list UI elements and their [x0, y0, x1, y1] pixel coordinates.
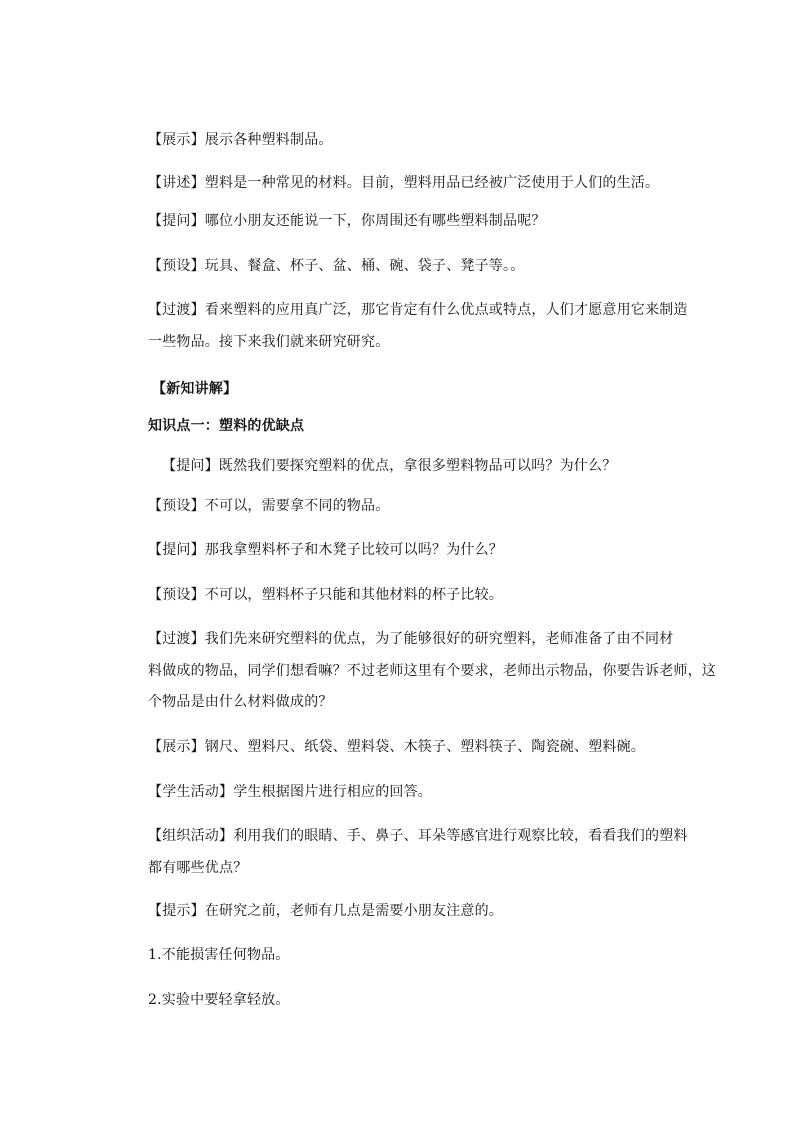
paragraph-preset-2: 【预设】不可以，需要拿不同的物品。: [148, 498, 390, 514]
paragraph-hint: 【提示】在研究之前，老师有几点是需要小朋友注意的。: [148, 903, 503, 919]
paragraph-transition-2-line-1: 【过渡】我们先来研究塑料的优点，为了能够很好的研究塑料，老师准备了由不同材: [148, 631, 674, 647]
paragraph-preset-1: 【预设】玩具、餐盒、杯子、盆、桶、碗、袋子、凳子等。。: [148, 258, 525, 274]
paragraph-organize-activity-line-1: 【组织活动】利用我们的眼睛、手、鼻子、耳朵等感官进行观察比较，看看我们的塑料: [148, 828, 688, 844]
paragraph-question-1: 【提问】哪位小朋友还能说一下，你周围还有哪些塑料制品呢？: [148, 213, 546, 229]
paragraph-show-items: 【展示】钢尺、塑料尺、纸袋、塑料袋、木筷子、塑料筷子、陶瓷碗、塑料碗。: [148, 739, 645, 755]
paragraph-question-3: 【提问】那我拿塑料杯子和木凳子比较可以吗？为什么？: [148, 542, 503, 558]
paragraph-student-activity: 【学生活动】学生根据图片进行相应的回答。: [148, 784, 432, 800]
paragraph-transition-2-line-3: 个物品是由什么材料做成的？: [148, 694, 333, 710]
list-item-1: 1.不能损害任何物品。: [148, 947, 290, 963]
paragraph-show-plastics: 【展示】展示各种塑料制品。: [148, 132, 333, 148]
paragraph-transition-1-line-2: 一些物品。接下来我们就来研究研究。: [148, 334, 390, 350]
subheading-knowledge-point-1: 知识点一：塑料的优缺点: [148, 418, 305, 434]
paragraph-question-2: 【提问】既然我们要探究塑料的优点，拿很多塑料物品可以吗？为什么？: [162, 458, 617, 474]
section-heading-new-knowledge: 【新知讲解】: [152, 381, 238, 397]
paragraph-transition-2-line-2: 料做成的物品，同学们想看嘛？不过老师这里有个要求，老师出示物品，你要告诉老师，这: [148, 663, 716, 679]
paragraph-organize-activity-line-2: 都有哪些优点？: [148, 860, 248, 876]
list-item-2: 2.实验中要轻拿轻放。: [148, 992, 290, 1008]
paragraph-transition-1-line-1: 【过渡】看来塑料的应用真广泛，那它肯定有什么优点或特点，人们才愿意用它来制造: [148, 302, 688, 318]
paragraph-narration: 【讲述】塑料是一种常见的材料。目前，塑料用品已经被广泛使用于人们的生活。: [148, 175, 660, 191]
paragraph-preset-3: 【预设】不可以，塑料杯子只能和其他材料的杯子比较。: [148, 587, 503, 603]
